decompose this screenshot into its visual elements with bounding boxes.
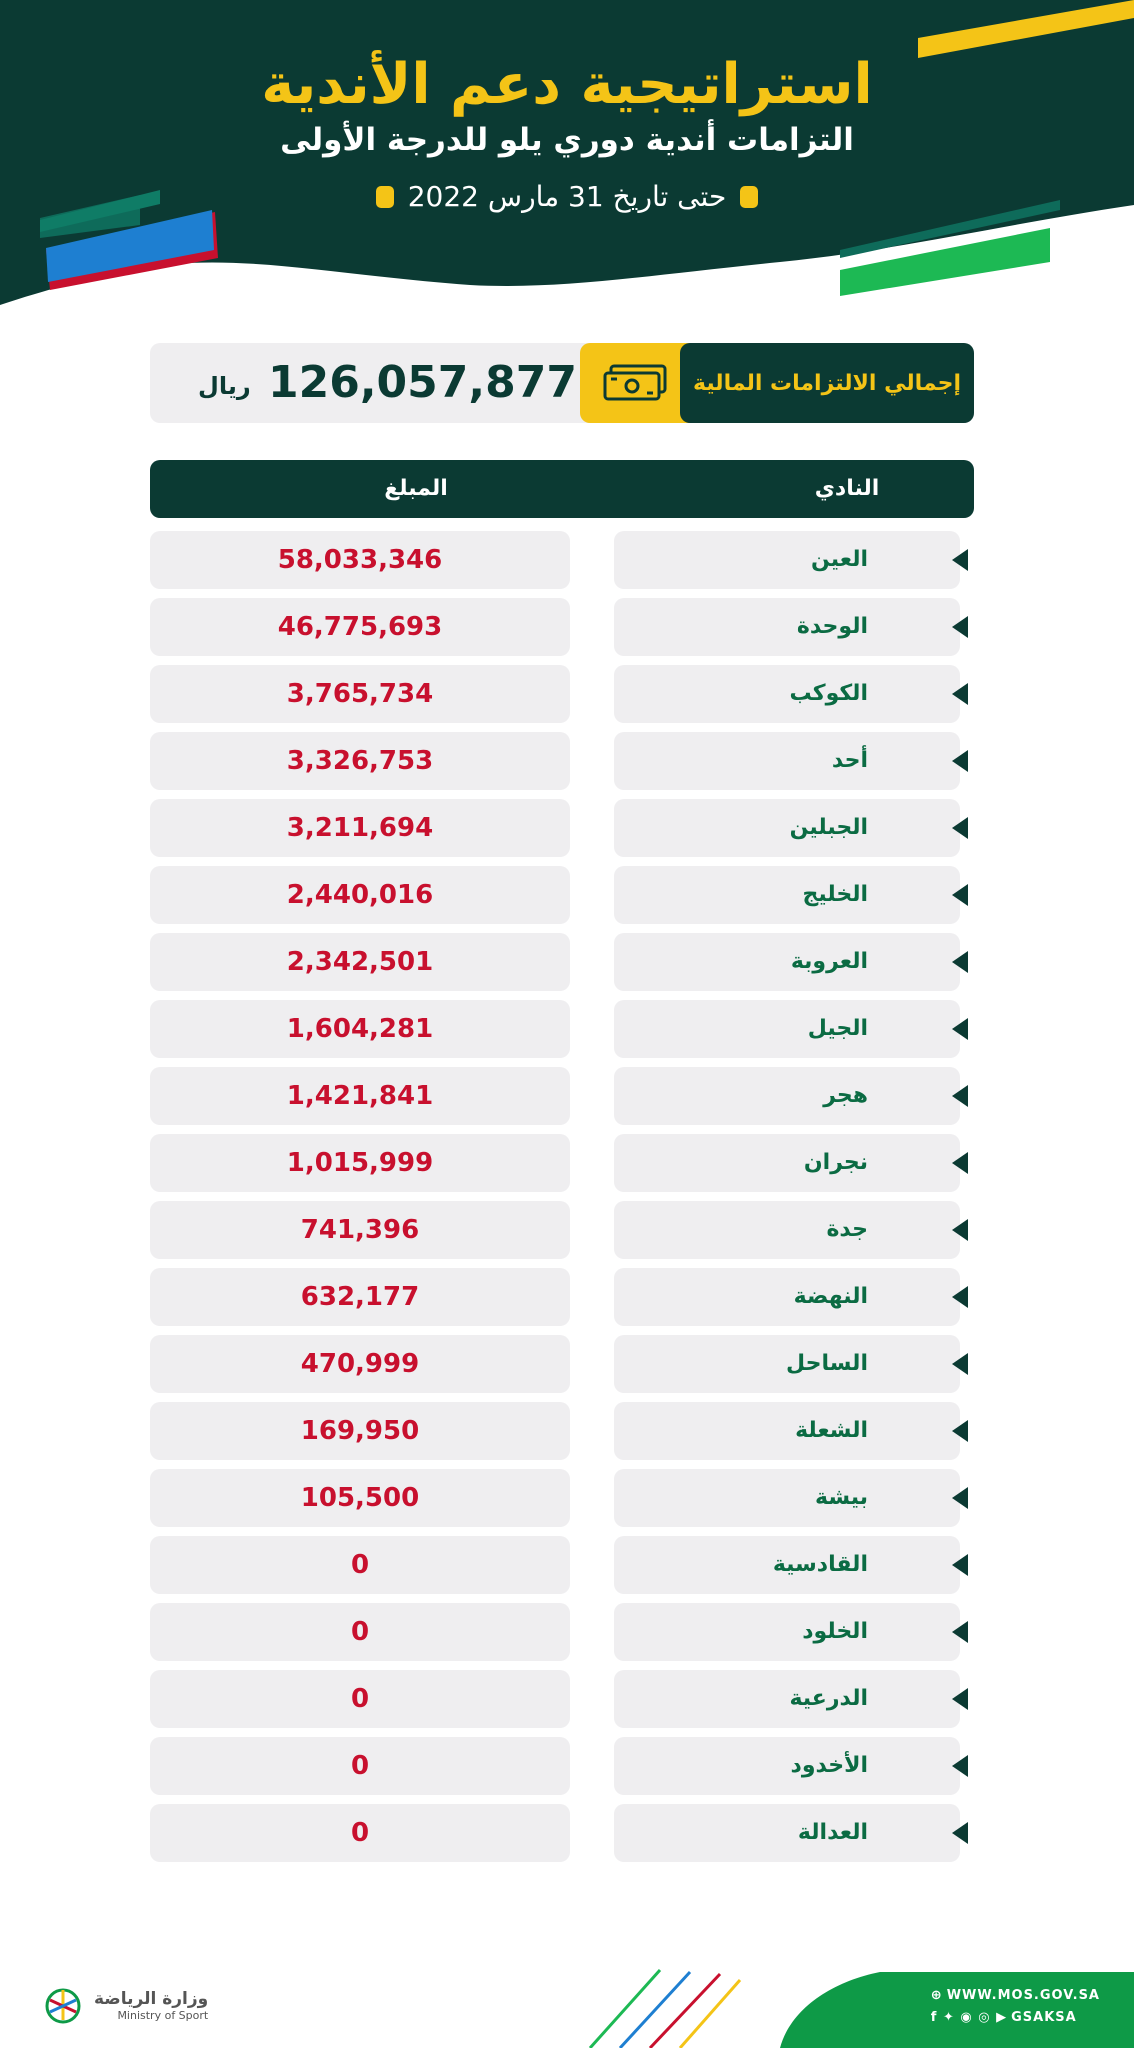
club-cell (614, 1000, 960, 1058)
table-row (0, 799, 1134, 866)
date-row (0, 180, 1134, 213)
club-cell (614, 1201, 960, 1259)
triangle-left-icon (952, 951, 968, 973)
table-row (0, 1268, 1134, 1335)
triangle-left-icon (952, 1487, 968, 1509)
club-name: جدة (826, 1217, 868, 1242)
triangle-left-icon (952, 1554, 968, 1576)
amount-cell: 2,342,501 (150, 933, 570, 991)
club-name: أحد (831, 748, 868, 773)
website-link[interactable]: WWW.MOS.GOV.SA (946, 1988, 1100, 2003)
triangle-left-icon (952, 1420, 968, 1442)
table-row (0, 933, 1134, 1000)
triangle-left-icon (952, 1219, 968, 1241)
amount-cell: 0 (150, 1603, 570, 1661)
triangle-left-icon (952, 1688, 968, 1710)
table-row (0, 665, 1134, 732)
club-name: الوحدة (796, 614, 868, 639)
table-header (150, 460, 974, 518)
club-cell (614, 598, 960, 656)
amount-cell: 46,775,693 (150, 598, 570, 656)
globe-icon: ⊕ (930, 1988, 943, 2003)
triangle-left-icon (952, 616, 968, 638)
website-row[interactable] (931, 1985, 1100, 2007)
club-cell (614, 1335, 960, 1393)
total-label-box (680, 343, 974, 423)
club-cell (614, 1469, 960, 1527)
amount-cell: 169,950 (150, 1402, 570, 1460)
table-row (0, 1067, 1134, 1134)
amount-cell: 0 (150, 1670, 570, 1728)
club-cell (614, 1134, 960, 1192)
club-name: الساحل (786, 1351, 868, 1376)
club-name: العروبة (790, 949, 868, 974)
triangle-left-icon (952, 1621, 968, 1643)
social-row[interactable] (931, 2007, 1100, 2029)
total-icon-box (580, 343, 690, 423)
date-text: حتى تاريخ 31 مارس 2022 (407, 180, 727, 213)
triangle-left-icon (952, 750, 968, 772)
amount-cell: 58,033,346 (150, 531, 570, 589)
club-name: الشعلة (795, 1418, 868, 1443)
club-name: الدرعية (789, 1686, 868, 1711)
amount-cell: 1,604,281 (150, 1000, 570, 1058)
triangle-left-icon (952, 1822, 968, 1844)
triangle-left-icon (952, 1152, 968, 1174)
club-name: العين (811, 547, 868, 572)
club-cell (614, 1670, 960, 1728)
club-cell (614, 531, 960, 589)
club-cell (614, 1268, 960, 1326)
footer-links (931, 1985, 1100, 2029)
club-name: بيشة (815, 1485, 868, 1510)
amount-cell: 0 (150, 1737, 570, 1795)
table-row (0, 1335, 1134, 1402)
social-icons: f ✦ ◉ ◎ ▶ (930, 2010, 1008, 2025)
club-name: الأخدود (790, 1753, 868, 1778)
table-row (0, 1536, 1134, 1603)
table-row (0, 732, 1134, 799)
total-label: إجمالي الالتزامات المالية (692, 370, 962, 396)
column-header-club: النادي (814, 476, 880, 501)
club-name: الجيل (807, 1016, 868, 1041)
triangle-left-icon (952, 1286, 968, 1308)
amount-cell: 105,500 (150, 1469, 570, 1527)
table-row (0, 531, 1134, 598)
club-name: النهضة (793, 1284, 868, 1309)
club-cell (614, 866, 960, 924)
triangle-left-icon (952, 884, 968, 906)
club-name: الخليج (802, 882, 868, 907)
club-cell (614, 1804, 960, 1862)
amount-cell: 3,326,753 (150, 732, 570, 790)
table-body (0, 531, 1134, 1871)
ministry-logo (38, 1980, 208, 2030)
club-name: الجبلين (789, 815, 868, 840)
table-row (0, 1804, 1134, 1871)
triangle-left-icon (952, 683, 968, 705)
triangle-left-icon (952, 1353, 968, 1375)
club-cell (614, 1603, 960, 1661)
page-title: استراتيجية دعم الأندية (261, 52, 873, 117)
amount-cell: 2,440,016 (150, 866, 570, 924)
club-name: الخلود (802, 1619, 868, 1644)
total-value: 126,057,877 (268, 357, 577, 408)
amount-cell: 3,211,694 (150, 799, 570, 857)
amount-cell: 632,177 (150, 1268, 570, 1326)
table-row (0, 1469, 1134, 1536)
club-cell (614, 799, 960, 857)
triangle-left-icon (952, 549, 968, 571)
club-cell (614, 933, 960, 991)
table-row (0, 1603, 1134, 1670)
club-cell (614, 1067, 960, 1125)
amount-cell: 0 (150, 1536, 570, 1594)
club-name: الكوكب (789, 681, 868, 706)
table-row (0, 866, 1134, 933)
club-cell (614, 665, 960, 723)
table-row (0, 1134, 1134, 1201)
table-row (0, 1201, 1134, 1268)
yellow-dot-icon (376, 186, 394, 208)
club-cell (614, 1737, 960, 1795)
page-subtitle: التزامات أندية دوري يلو للدرجة الأولى (280, 122, 854, 158)
club-name: القادسية (772, 1552, 868, 1577)
amount-cell: 1,421,841 (150, 1067, 570, 1125)
triangle-left-icon (952, 1085, 968, 1107)
table-row (0, 1000, 1134, 1067)
money-icon (601, 363, 669, 403)
triangle-left-icon (952, 817, 968, 839)
ministry-name-en: Ministry of Sport (117, 2008, 209, 2022)
table-row (0, 1402, 1134, 1469)
club-cell (614, 1536, 960, 1594)
club-name: هجر (823, 1083, 868, 1108)
table-row (0, 1737, 1134, 1804)
total-commitments-bar (150, 343, 974, 423)
table-row (0, 598, 1134, 665)
amount-cell: 741,396 (150, 1201, 570, 1259)
header-background (0, 0, 1134, 320)
yellow-dot-icon (740, 186, 758, 208)
column-header-amount: المبلغ (384, 476, 448, 501)
table-row (0, 1670, 1134, 1737)
amount-cell: 470,999 (150, 1335, 570, 1393)
club-name: العدالة (797, 1820, 868, 1845)
club-cell (614, 1402, 960, 1460)
club-name: نجران (803, 1150, 868, 1175)
ministry-name-ar: وزارة الرياضة (94, 1988, 209, 2009)
amount-cell: 0 (150, 1804, 570, 1862)
total-currency: ريال (198, 372, 251, 400)
triangle-left-icon (952, 1755, 968, 1777)
header-banner (0, 0, 1134, 320)
amount-cell: 3,765,734 (150, 665, 570, 723)
club-cell (614, 732, 960, 790)
social-handle[interactable]: GSAKSA (1011, 2010, 1077, 2025)
ministry-emblem-icon (38, 1980, 88, 2030)
amount-cell: 1,015,999 (150, 1134, 570, 1192)
triangle-left-icon (952, 1018, 968, 1040)
